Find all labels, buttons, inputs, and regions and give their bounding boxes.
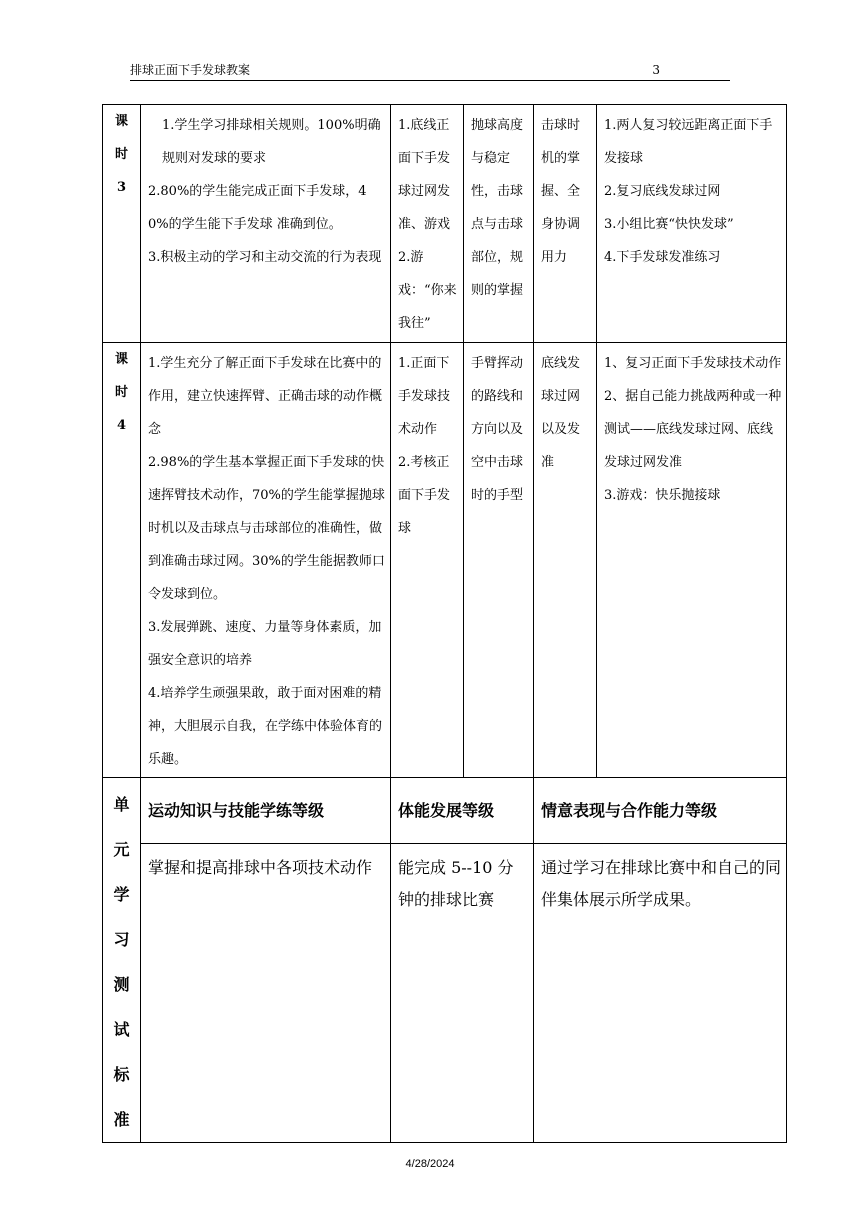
- objective-item: 1.学生学习排球相关规则。100%明确规则对发球的要求: [162, 118, 381, 166]
- label-char: 单: [113, 795, 130, 814]
- activity-item: 2、据自己能力挑战两种或一种测试——底线发球过网、底线发球过网发准: [604, 389, 782, 470]
- label-char: 课: [114, 114, 128, 129]
- label-char: 3: [116, 180, 127, 195]
- standard-header: 运动知识与技能学练等级: [141, 778, 391, 844]
- lesson-label: [103, 343, 141, 778]
- objectives-cell: [141, 105, 391, 343]
- lesson-row: [103, 343, 787, 778]
- label-char: 时: [114, 385, 128, 400]
- key-point-item: 手臂挥动的路线和方向以及空中击球时的手型: [471, 356, 524, 503]
- activity-item: 2.复习底线发球过网: [604, 184, 721, 199]
- key-point-item: 抛球高度与稳定性，击球点与击球部位，规则的掌握: [471, 118, 524, 298]
- footer-date: 4/28/2024: [405, 1158, 455, 1170]
- label-char: 准: [113, 1110, 130, 1129]
- difficulty-cell: [534, 105, 597, 343]
- activity-item: 3.小组比赛“快快发球”: [604, 217, 734, 232]
- content-item: 2.游戏：“你来我往”: [398, 250, 457, 331]
- activity-item: 1.两人复习较远距离正面下手发接球: [604, 118, 773, 166]
- activity-item: 4.下手发球发准练习: [604, 250, 721, 265]
- label-char: 学: [113, 885, 130, 904]
- lesson-label: [103, 105, 141, 343]
- standard-value: 掌握和提高排球中各项技术动作: [141, 843, 391, 1142]
- document-title: 排球正面下手发球教案: [130, 63, 251, 77]
- activity-item: 3.游戏：快乐抛接球: [604, 488, 721, 503]
- lesson-plan-table: [102, 104, 787, 1143]
- unit-standard-value-row: [103, 843, 787, 1142]
- label-char: 元: [113, 840, 130, 859]
- content-cell: [391, 105, 464, 343]
- content-item: 1.正面下手发球技术动作: [398, 356, 451, 437]
- label-char: 时: [114, 147, 128, 162]
- difficulty-item: 底线发球过网以及发准: [541, 356, 581, 470]
- key-points-cell: [464, 105, 534, 343]
- standard-value: 通过学习在排球比赛中和自己的同伴集体展示所学成果。: [534, 843, 787, 1142]
- content-item: 1.底线正面下手发球过网发准、游戏: [398, 118, 451, 232]
- content-cell: [391, 343, 464, 778]
- unit-standard-header-row: [103, 778, 787, 844]
- activities-cell: [597, 343, 787, 778]
- label-char: 标: [113, 1065, 130, 1084]
- label-char: 课: [114, 352, 128, 367]
- activities-cell: [597, 105, 787, 343]
- lesson-row: [103, 105, 787, 343]
- unit-standard-label: [103, 778, 141, 1143]
- standard-value: 能完成 5--10 分钟的排球比赛: [391, 843, 534, 1142]
- difficulty-item: 击球时机的掌握、全身协调用力: [541, 118, 581, 265]
- difficulty-cell: [534, 343, 597, 778]
- label-char: 4: [116, 418, 127, 433]
- label-char: 试: [113, 1020, 130, 1039]
- objective-item: 1.学生充分了解正面下手发球在比赛中的作用，建立快速挥臂、正确击球的动作概念: [148, 356, 383, 437]
- activity-item: 1、复习正面下手发球技术动作: [604, 356, 782, 371]
- standard-header: 情意表现与合作能力等级: [534, 778, 787, 844]
- objective-item: 2.80%的学生能完成正面下手发球，40%的学生能下手发球 准确到位。: [148, 184, 367, 232]
- label-char: 习: [113, 930, 130, 949]
- page-number: 3: [652, 63, 660, 77]
- objectives-cell: [141, 343, 391, 778]
- objective-item: 3.积极主动的学习和主动交流的行为表现: [148, 250, 382, 265]
- key-points-cell: [464, 343, 534, 778]
- objective-item: 2.98%的学生基本掌握正面下手发球的快速挥臂技术动作，70%的学生能掌握抛球时机以及击球点与击球部位的准确性，做到准确击球过网。30%的学生能据教师口令发球到位。: [148, 455, 385, 602]
- objective-item: 4.培养学生顽强果敢，敢于面对困难的精神，大胆展示自我，在学练中体验体育的乐趣。: [148, 686, 383, 767]
- objective-item: 3.发展弹跳、速度、力量等身体素质，加强安全意识的培养: [148, 620, 382, 668]
- label-char: 测: [113, 975, 130, 994]
- content-item: 2.考核正面下手发球: [398, 455, 451, 536]
- page-header: [130, 62, 730, 81]
- standard-header: 体能发展等级: [391, 778, 534, 844]
